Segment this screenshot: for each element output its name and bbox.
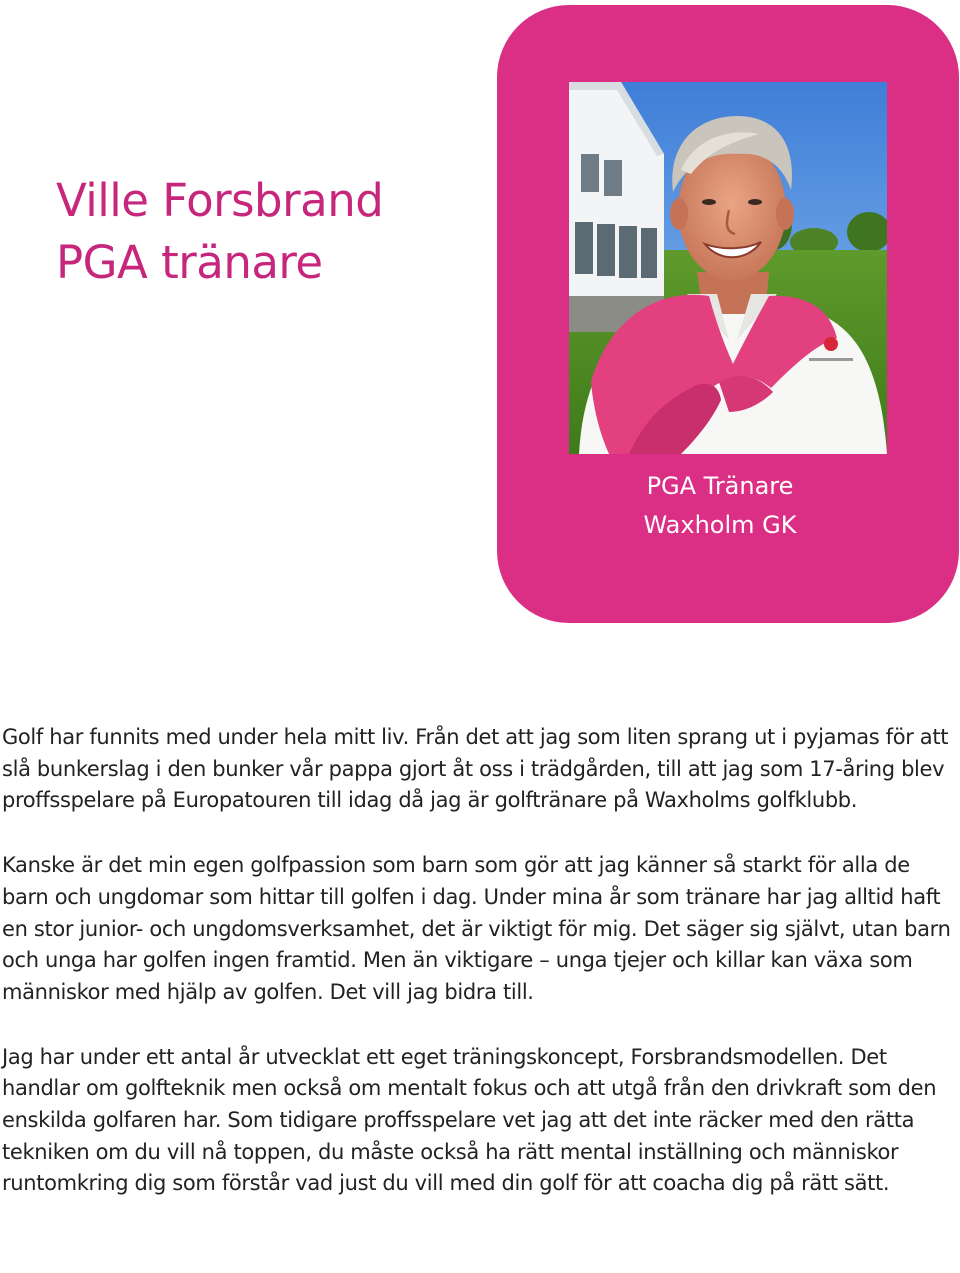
bio-paragraph-2: Kanske är det min egen golfpassion som barn som gör att jag känner så starkt för alla de barn och ungdomar som hittar till golfen i dag. Under mina år som tränare har jag alltid haft en stor junior- och ungdomsverksamhet, det är viktigt för mig. Det säger sig självt, utan barn och unga har golfen ingen framtid. Men än viktigare – unga tjejer och killar kan växa som människor med hjälp av golfen. Det vill jag bidra till. <box>2 853 951 1004</box>
bio-paragraph-1: Golf har funnits med under hela mitt liv. Från det att jag som liten sprang ut i pyjamas för att slå bunkerslag i den bunker vår pappa gjort åt oss i trädgården, till att jag som 17-åring blev proffsspelare på Europatouren till idag då jag är golftränare på Waxholms golfklubb. <box>2 725 949 813</box>
bio-paragraph-3: Jag har under ett antal år utvecklat ett eget träningskoncept, Forsbrandsmodellen. Det handlar om golfteknik men också om mentalt fokus och att utgå från den drivkraft som den enskilda golfaren har. Som tidigare proffsspelare vet jag att det inte räcker med den rätta tekniken om du vill nå toppen, du måste också ha rätt mental inställning och människor runtomkring dig som förstår vad just du vill med din golf för att coacha dig på rätt sätt. <box>2 1044 937 1196</box>
caption-title: PGA Tränare <box>646 472 794 500</box>
coach-role: PGA tränare <box>56 236 323 289</box>
coach-photo <box>569 82 887 454</box>
card-caption <box>497 467 943 545</box>
bio-text <box>2 722 952 1200</box>
caption-club: Waxholm GK <box>643 511 797 539</box>
coach-name: Ville Forsbrand <box>56 174 384 227</box>
profile-card <box>497 5 959 623</box>
page-title <box>56 170 476 294</box>
